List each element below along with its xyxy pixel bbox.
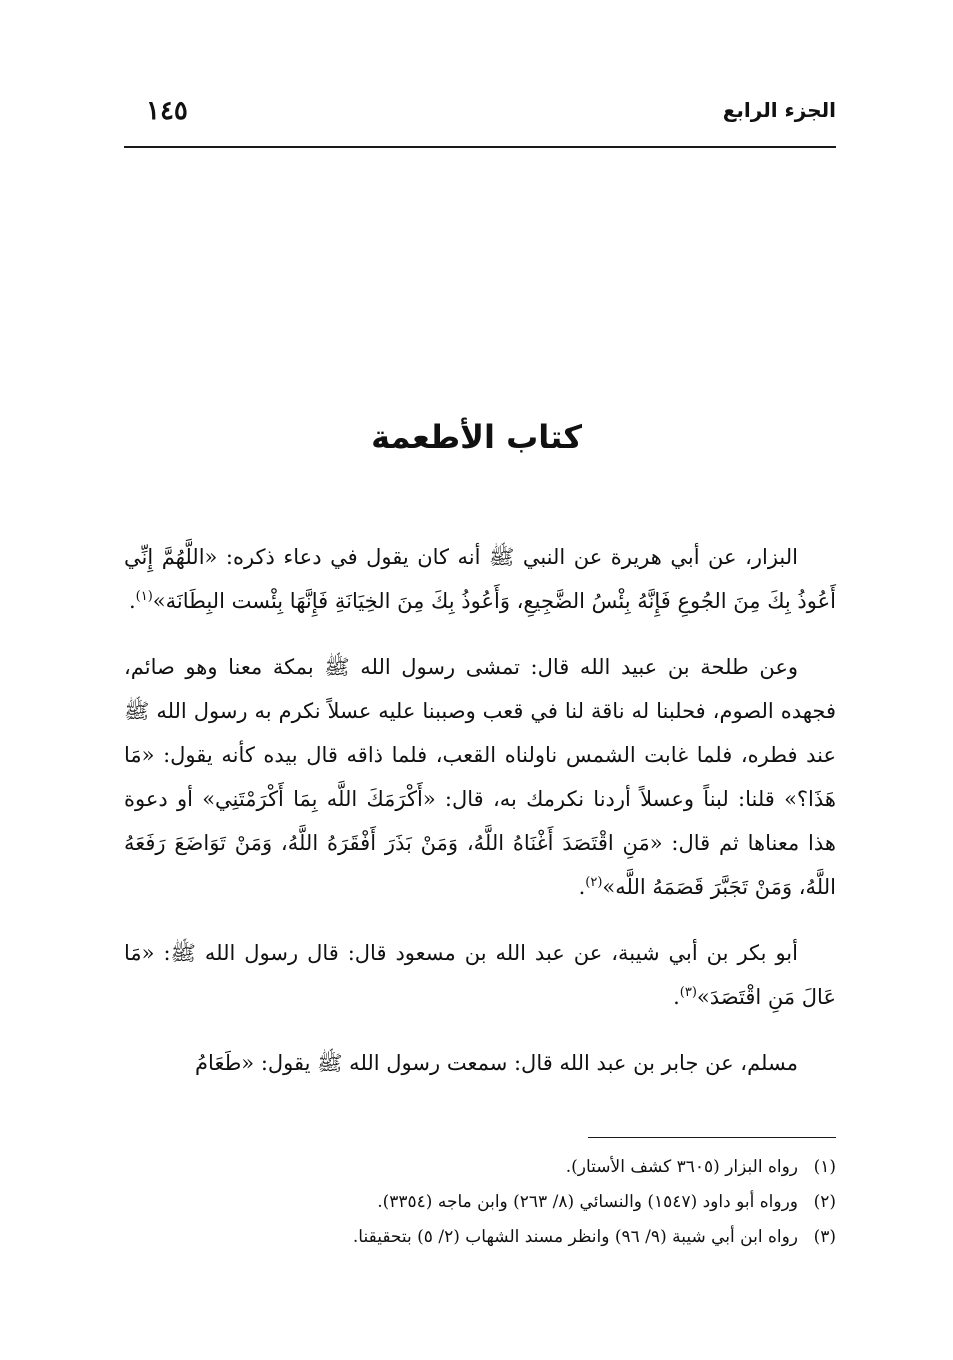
footnote-number: (٣) — [813, 1227, 836, 1247]
paragraph-end: . — [128, 589, 136, 613]
book-title: كتاب الأطعمة — [371, 418, 582, 456]
footnote-item — [124, 1150, 836, 1185]
chapter-name: الجزء الرابع — [722, 98, 836, 122]
paragraph-3 — [124, 931, 836, 1019]
footnote-text: ورواه أبو داود (١٥٤٧) والنسائي (٨/ ٢٦٣) وابن ماجه (٣٣٥٤). — [377, 1192, 798, 1212]
page-number: ١٤٥ — [146, 96, 188, 126]
footnote-separator — [588, 1137, 836, 1138]
footnote-number: (١) — [813, 1157, 836, 1177]
paragraph-end: . — [673, 985, 680, 1009]
paragraph-1 — [124, 535, 836, 623]
paragraph-text: البزار، عن أبي هريرة عن النبي ﷺ أنه كان يقول في دعاء ذكره: «اللَّهُمَّ إِنِّي أَعُوذُ بِكَ مِنَ الجُوعِ فَإِنَّهُ بِئْسُ الضَّجِيعِ، وَأَعُوذُ بِكَ مِنَ الخِيَانَةِ فَإِنَّهَا بِئْست البِطَانَة» — [124, 545, 836, 613]
paragraph-text: مسلم، عن جابر بن عبد الله قال: سمعت رسول الله ﷺ يقول: «طَعَامُ — [195, 1051, 798, 1075]
footnote-text: رواه البزار (٣٦٠٥ كشف الأستار). — [565, 1157, 798, 1177]
footnote-text: رواه ابن أبي شيبة (٩/ ٩٦) وانظر مسند الشهاب (٢/ ٥) بتحقيقنا. — [352, 1227, 798, 1247]
body-text — [124, 535, 836, 1107]
paragraph-4 — [124, 1041, 836, 1085]
footnote-item — [124, 1185, 836, 1220]
paragraph-text: وعن طلحة بن عبيد الله قال: تمشى رسول الله ﷺ بمكة معنا وهو صائم، فجهده الصوم، فحلبنا له ناقة لنا في قعب وصببنا عليه عسلاً نكرم به رسول الله ﷺ عند فطره، فلما غابت الشمس ناولناه القعب، فلما ذاقه قال بيده كأنه يقول: «مَا هَذَا؟» قلنا: لبناً وعسلاً أردنا نكرمك به، قال: «أَكْرَمَكَ اللَّه بِمَا أَكْرَمْتَنِي» أو دعوة هذا معناها ثم قال: «مَنِ اقْتَصَدَ أَغْنَاهُ اللَّهُ، وَمَنْ بَذَرَ أَفْقَرَهُ اللَّهُ، وَمَنْ تَوَاضَعَ رَفَعَهُ اللَّهُ، وَمَنْ تَجَبَّرَ قَصَمَهُ اللَّه» — [124, 655, 836, 899]
paragraph-2 — [124, 645, 836, 909]
footnote-ref: (٣) — [679, 985, 697, 1000]
paragraph-end: . — [578, 875, 586, 899]
running-header — [124, 96, 836, 148]
footnotes — [124, 1150, 836, 1255]
paragraph-text: أبو بكر بن أبي شيبة، عن عبد الله بن مسعود قال: قال رسول الله ﷺ: «مَا عَالَ مَنِ اقْتَصَدَ» — [124, 941, 836, 1009]
footnote-ref: (١) — [135, 589, 153, 604]
footnote-item — [124, 1220, 836, 1255]
footnote-ref: (٢) — [585, 875, 603, 890]
footnote-number: (٢) — [813, 1192, 836, 1212]
